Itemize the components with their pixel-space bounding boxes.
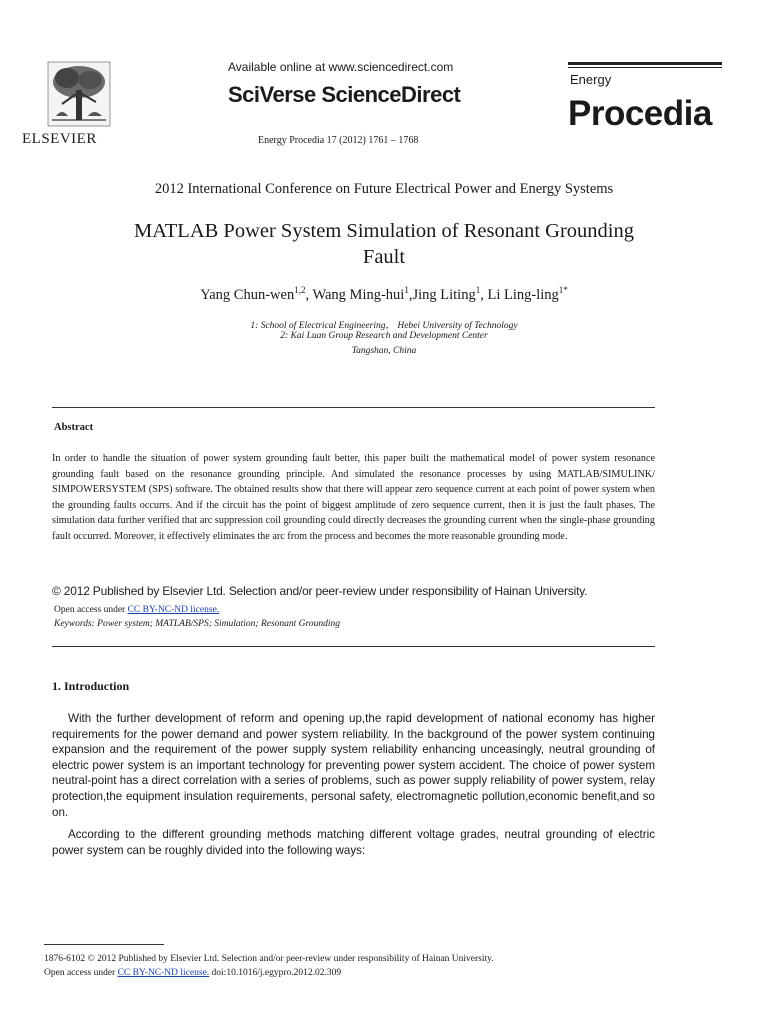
procedia-rule [568, 62, 722, 65]
intro-paragraph-2: According to the different grounding methods matching different voltage grades, neutral grounding of electric power system can be roughly divided into the following ways: [52, 828, 655, 857]
footer-license-link[interactable]: CC BY-NC-ND license. [117, 968, 210, 978]
abstract-top-rule [52, 407, 655, 408]
affiliation-line: 1: School of Electrical Engineering， Hebei University of Technology [250, 321, 518, 331]
footnote-rule [44, 944, 164, 945]
author-affiliation-mark: 1* [558, 285, 568, 295]
author-name: Li Ling-ling [487, 286, 559, 303]
author-name: Yang Chun-wen [200, 286, 295, 303]
author-affiliation-mark: 1,2 [294, 285, 306, 295]
available-prefix: Available online at [228, 60, 329, 74]
title-line-2: Fault [362, 246, 406, 268]
intro-paragraph-1: With the further development of reform and opening up,the rapid development of national economy has higher requirements for the power demand and power system reliability. In the background of the power system continuing expansion and the requirement of the power supply system reliability enhancing unceasingly, neutral grounding of electric power system is an important technology for preventing power system accident. The choice of power system neutral-point has a direct correlation with a series of problems, such as power supply reliability of power system, relay protection,the equipment insulation requirements, personal safety, electromagnetic pollution,economic benefit,and so on. [52, 712, 655, 819]
footer-open-access-prefix: Open access under [44, 968, 118, 978]
section-heading: 1. Introduction [52, 679, 130, 693]
open-access-prefix: Open access under [54, 605, 128, 615]
author-affiliation-mark: 1 [404, 285, 409, 295]
journal-small-title: Energy [570, 72, 612, 87]
journal-big-title: Procedia [568, 94, 712, 133]
abstract-text: In order to handle the situation of power system grounding fault better, this paper built the mathematical model of power system resonance grounding fault based on the resonance grounding principle. And simulated the resonance processes by using MATLAB/SIMULINK/ SIMPOWERSYSTEM (SPS) software. The obtained results show that there will appear zero sequence current at each point of power system when the grounding faults occurrs. And if the circuit has the point of biggest amplitude of zero sequence current, then it is just the fault phases. The simulation data further verified that arc suppression coil grounding could directly decreases the grounding current when the single-phase grounding fault occurred. Moreover, it effectively eliminates the arc from the process and becomes the more reasonable grounding mode. [52, 453, 655, 542]
journal-reference: Energy Procedia 17 (2012) 1761 – 1768 [258, 135, 419, 146]
author-name: Wang Ming-hui [312, 286, 405, 303]
author-name: Jing Liting [412, 286, 476, 303]
license-link[interactable]: CC BY-NC-ND license. [127, 605, 220, 615]
author-separator: , [305, 286, 313, 303]
conference-name: 2012 International Conference on Future Electrical Power and Energy Systems [154, 181, 614, 197]
author-separator: , [480, 286, 488, 303]
abstract-bottom-rule [52, 646, 655, 647]
abstract-heading: Abstract [54, 422, 94, 433]
affiliation-line: Tangshan, China [351, 346, 417, 356]
doi: doi:10.1016/j.egypro.2012.02.309 [209, 968, 342, 978]
paper-title [40, 218, 728, 270]
sciencedirect-link[interactable]: www.sciencedirect.com [328, 60, 454, 74]
keywords: Keywords: Power system; MATLAB/SPS; Simulation; Resonant Grounding [54, 619, 341, 629]
author-separator: , [408, 286, 413, 303]
open-access-line [54, 605, 219, 615]
procedia-rule-thin [568, 67, 722, 68]
elsevier-wordmark: ELSEVIER [22, 131, 97, 147]
available-online-line [228, 60, 453, 74]
footer-copyright: 1876-6102 © 2012 Published by Elsevier Ltd. Selection and/or peer-review under responsibility of Hainan University. [44, 954, 494, 964]
footer-license-doi [44, 968, 341, 978]
title-line-1: MATLAB Power System Simulation of Resonant Grounding [134, 220, 634, 242]
sciverse-brand: SciVerse ScienceDirect [228, 82, 461, 107]
copyright-statement: © 2012 Published by Elsevier Ltd. Selection and/or peer-review under responsibility of Hainan University. [52, 584, 588, 598]
author-list [0, 285, 768, 304]
author-affiliation-mark: 1 [475, 285, 481, 295]
affiliation-line: 2: Kai Luan Group Research and Development Center [280, 331, 488, 341]
